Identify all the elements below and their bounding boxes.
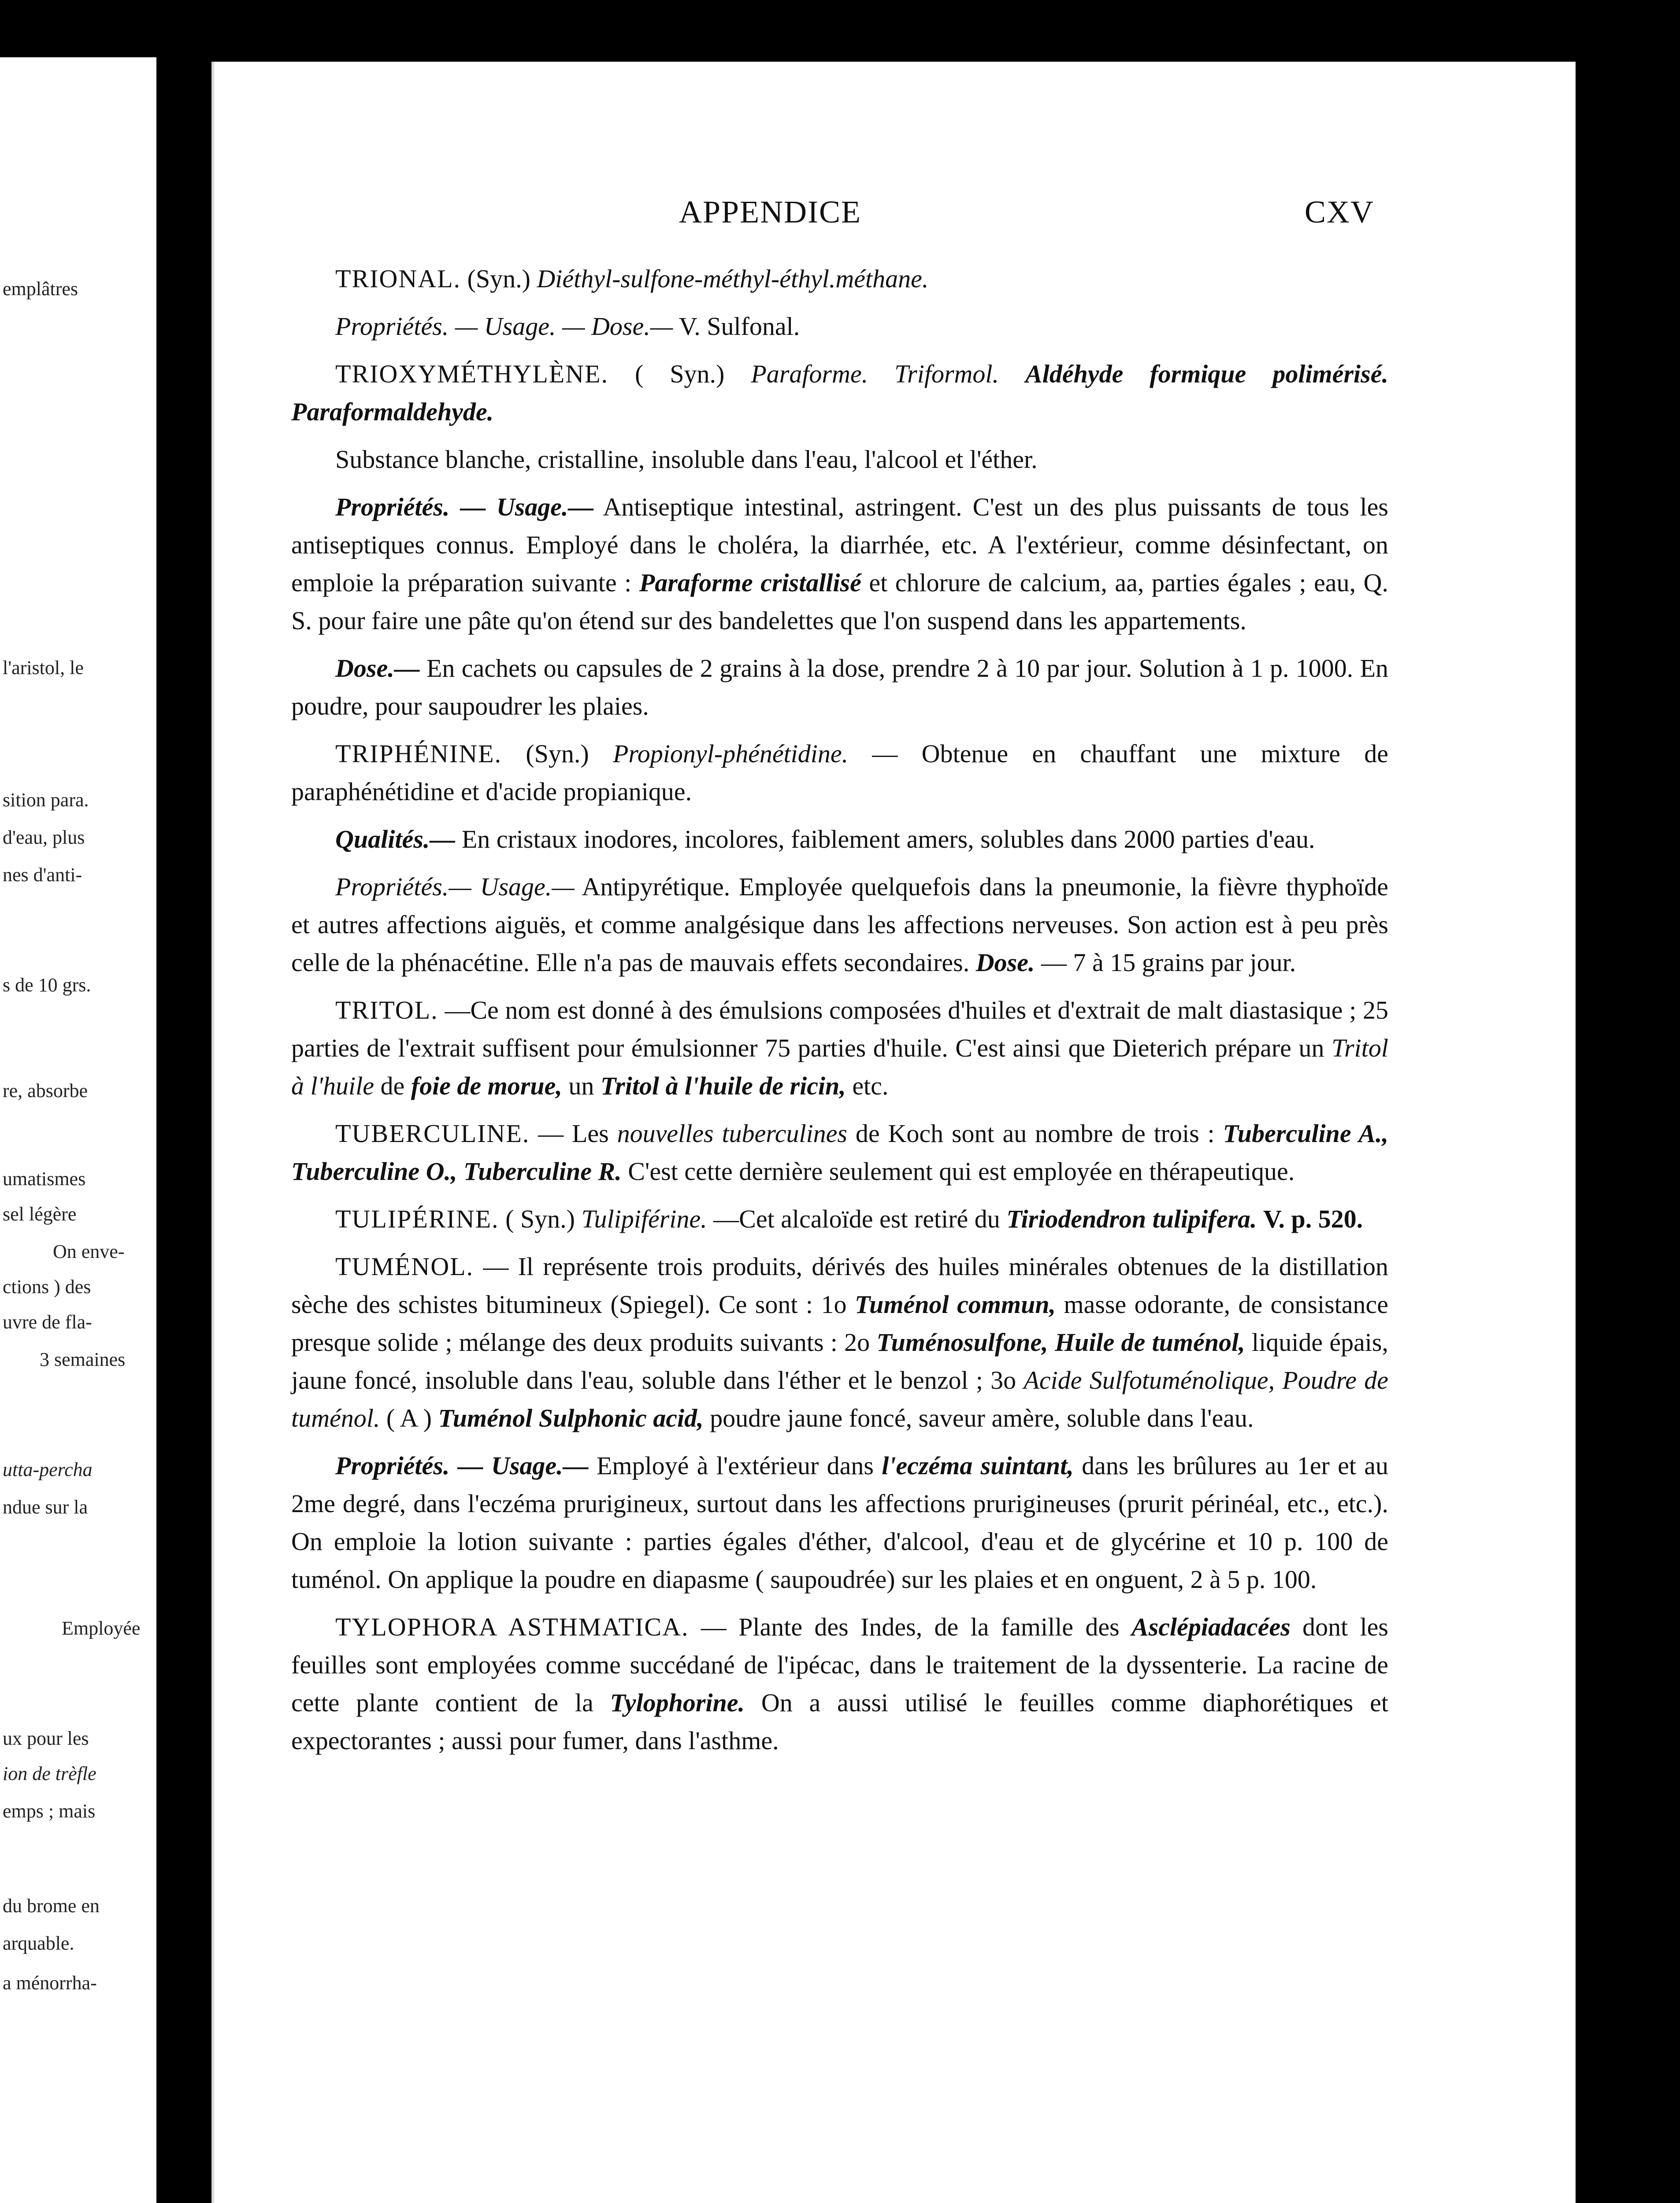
syn-name: Diéthyl-sulfone-méthyl-éthyl.méthane. (537, 264, 929, 293)
entry-italic: Tuberculine A., Tuberculine O., Tuberculine R. (291, 1119, 1389, 1186)
dose-text: — 7 à 15 grains par jour. (1041, 948, 1296, 977)
syn-name: Tulipiférine. (581, 1205, 707, 1233)
entry-trioxymethylene (291, 355, 1388, 431)
entry-heading: TYLOPHORA ASTHMATICA. (335, 1613, 689, 1641)
left-page-fragment: du brome en (3, 1895, 100, 1917)
properties-text: et chlorure de calcium, aa, parties égales ; eau, Q. S. pour faire une pâte qu'on étend sur des bandelettes que l'on suspend dans les appartements. (291, 568, 1389, 635)
left-page-fragment: On enve- (53, 1241, 125, 1262)
entry-tritol (291, 991, 1388, 1105)
trioxymethylene-properties (291, 488, 1388, 640)
left-page-fragment: Employée (62, 1617, 141, 1639)
description-text: Substance blanche, cristalline, insoluble dans l'eau, l'alcool et l'éther. (335, 445, 1038, 474)
entry-italic: Tritol à l'huile (291, 1034, 1389, 1100)
trioxymethylene-description (291, 441, 1388, 478)
entry-tuliperine (291, 1200, 1388, 1238)
syn-label: ( Syn.) (634, 360, 725, 388)
running-title: APPENDICE (679, 194, 862, 230)
syn-name: Propionyl-phénétidine. (612, 739, 849, 768)
qualities-text: En cristaux inodores, incolores, faiblement amers, solubles dans 2000 parties d'eau. (461, 825, 1315, 853)
entry-italic: Tuménol commun, (854, 1290, 1056, 1319)
properties-text: Employé à l'extérieur dans (596, 1451, 874, 1480)
left-page-fragment: nes d'anti- (3, 864, 82, 886)
left-page-fragment: d'eau, plus (3, 827, 85, 848)
left-page-fragment: s de 10 grs. (3, 974, 91, 996)
trional-properties (291, 308, 1388, 345)
entry-text: etc. (852, 1072, 889, 1100)
syn-label: (Syn.) (467, 264, 530, 293)
page-number: CXV (1305, 194, 1375, 230)
syn-label: ( Syn.) (505, 1205, 575, 1233)
left-page-fragment: arquable. (3, 1932, 74, 1954)
triphenine-properties (291, 868, 1388, 982)
left-page-fragment: 3 semaines (40, 1349, 126, 1370)
entry-tuberculine (291, 1115, 1388, 1191)
left-page-fragment: uvre de fla- (3, 1311, 92, 1333)
entry-text: un (568, 1072, 594, 1100)
entry-text: C'est cette dernière seulement qui est employée en thérapeutique. (628, 1157, 1295, 1186)
entry-text: On a aussi utilisé le feuilles comme diaphorétiques et expectorantes ; aussi pour fumer, dans l'asthme. (291, 1688, 1389, 1755)
entry-italic: Tylophorine. (610, 1688, 745, 1717)
entry-text: — Obtenue en chauffant une mixture de paraphénétidine et d'acide propianique. (291, 739, 1389, 806)
entry-italic: foie de morue, (411, 1072, 562, 1100)
entry-heading: TRIOXYMÉTHYLÈNE. (335, 360, 608, 388)
entry-heading: TRIPHÉNINE. (335, 739, 502, 768)
entry-italic: Acide Sulfotuménolique, Poudre de tuménol. (291, 1366, 1388, 1432)
properties-italic: Paraforme cristallisé (639, 568, 861, 597)
entry-text: dont les feuilles sont employées comme succédané de l'ipécac, dans le traitement de la dyssenterie. La racine de cette plante contient de la (291, 1613, 1388, 1717)
dose-label: Dose. (975, 948, 1035, 977)
properties-label: Propriétés. — Usage. — Dose.— (335, 312, 673, 341)
left-page-fragment: ion de trèfle (3, 1763, 96, 1784)
entry-tylophora (291, 1608, 1388, 1760)
properties-text: Antiseptique intestinal, astringent. C'est un des plus puissants de tous les antiseptiques connus. Employé dans le choléra, la diarrhée, etc. A l'extérieur, comme désinfectant, on emploie la préparation suivante : (291, 493, 1388, 597)
dose-text: En cachets ou capsules de 2 grains à la dose, prendre 2 à 10 par jour. Solution à 1 p. 1000. En poudre, pour saupoudrer les plaies. (291, 654, 1389, 720)
properties-text: dans les brûlures au 1er et au 2me degré, dans l'eczéma prurigineux, surtout dans les affections prurigineuses (prurit périnéal, etc., etc.). On emploie la lotion suivante : parties égales d'éther, d'alcool, d'eau et de glycérine et 10 p. 100 de tuménol. On applique la poudre en diapasme ( saupoudrée) sur les plaies et en onguent, 2 à 5 p. 100. (291, 1451, 1389, 1594)
left-page-fragment: utta-percha (3, 1459, 93, 1480)
entry-text: — Plante des Indes, de la famille des (701, 1613, 1120, 1641)
properties-label: Propriétés. — Usage.— (335, 1451, 589, 1480)
left-page-fragment: ctions ) des (3, 1276, 91, 1298)
properties-italic: l'eczéma suintant, (882, 1451, 1074, 1480)
left-page-fragment: emps ; mais (3, 1800, 96, 1822)
properties-label: Propriétés. — Usage.— (335, 493, 594, 521)
entry-text: —Ce nom est donné à des émulsions composées d'huiles et d'extrait de malt diastasique ; 25 parties de l'extrait suffisent pour émulsionner 75 parties d'huile. C'est ainsi que Dieterich prépare un (291, 996, 1389, 1062)
left-page-fragment: umatismes (3, 1168, 86, 1190)
left-page-fragment: a ménorrha- (3, 1972, 97, 1994)
left-page-fragment: ndue sur la (3, 1496, 88, 1518)
entry-triphenine (291, 735, 1388, 811)
left-page-fragment: emplâtres (3, 278, 78, 300)
entry-text: de Koch sont au nombre de trois : (855, 1119, 1215, 1148)
entry-text: V. p. 520. (1263, 1205, 1363, 1233)
entry-heading: TRIONAL. (335, 264, 461, 293)
syn-names-bold: Aldéhyde formique polimérisé. Paraformaldehyde. (291, 360, 1388, 426)
entry-heading: TRITOL. (335, 996, 438, 1024)
entry-text: ( A ) (386, 1404, 432, 1432)
left-page-fragment: ux pour les (3, 1728, 89, 1749)
entry-italic: Asclépiadacées (1131, 1613, 1291, 1641)
entry-text: liquide épais, jaune foncé, insoluble dans l'eau, soluble dans l'éther et le benzol ; 3o (291, 1328, 1388, 1394)
running-header (214, 194, 1576, 234)
left-page-fragment: re, absorbe (3, 1080, 88, 1102)
left-page-edge (0, 57, 156, 2203)
right-page (211, 62, 1576, 2203)
entry-italic: nouvelles tuberculines (617, 1119, 848, 1148)
page-body (291, 260, 1388, 1769)
entry-text: masse odorante, de consistance presque solide ; mélange des deux produits suivants : 2o (291, 1290, 1389, 1357)
properties-text: V. Sulfonal. (679, 312, 800, 341)
entry-trional (291, 260, 1388, 298)
left-page-fragment: sel légère (3, 1203, 77, 1225)
triphenine-qualities (291, 820, 1388, 858)
entry-italic: Tritol à l'huile de ricin, (600, 1072, 846, 1100)
syn-names: Paraforme. Triformol. (751, 360, 999, 388)
left-page-fragment: l'aristol, le (3, 657, 84, 679)
entry-tumenol (291, 1248, 1388, 1437)
entry-italic: Tuménosulfone, Huile de tuménol, (876, 1328, 1245, 1357)
entry-text: —Cet alcaloïde est retiré du (713, 1205, 1000, 1233)
properties-text: Antipyrétique. Employée quelquefois dans la pneumonie, la fièvre thyphoïde et autres affections aiguës, et comme analgésique dans les affections nerveuses. Son action est à peu près celle de la phénacétine. Elle n'a pas de mauvais effets secondaires. (291, 872, 1388, 977)
entry-text: poudre jaune foncé, saveur amère, soluble dans l'eau. (710, 1404, 1254, 1432)
entry-heading: TUBERCULINE. (335, 1119, 530, 1148)
entry-heading: TULIPÉRINE. (335, 1205, 499, 1233)
left-page-fragment: sition para. (3, 789, 89, 811)
entry-text: — Il représente trois produits, dérivés des huiles minérales obtenues de la distillation sèche des schistes bitumineux (Spiegel). Ce sont : 1o (291, 1252, 1388, 1319)
properties-label: Propriétés.— Usage.— (335, 872, 575, 901)
dose-label: Dose.— (335, 654, 420, 682)
entry-italic: Tiriodendron tulipifera. (1006, 1205, 1257, 1233)
entry-text: — Les (538, 1119, 609, 1148)
tumenol-properties (291, 1447, 1388, 1598)
entry-italic: Tuménol Sulphonic acid, (438, 1404, 704, 1432)
qualities-label: Qualités.— (335, 825, 456, 853)
entry-text: de (380, 1072, 405, 1100)
trioxymethylene-dose (291, 649, 1388, 725)
entry-heading: TUMÉNOL. (335, 1252, 474, 1281)
syn-label: (Syn.) (526, 739, 589, 768)
